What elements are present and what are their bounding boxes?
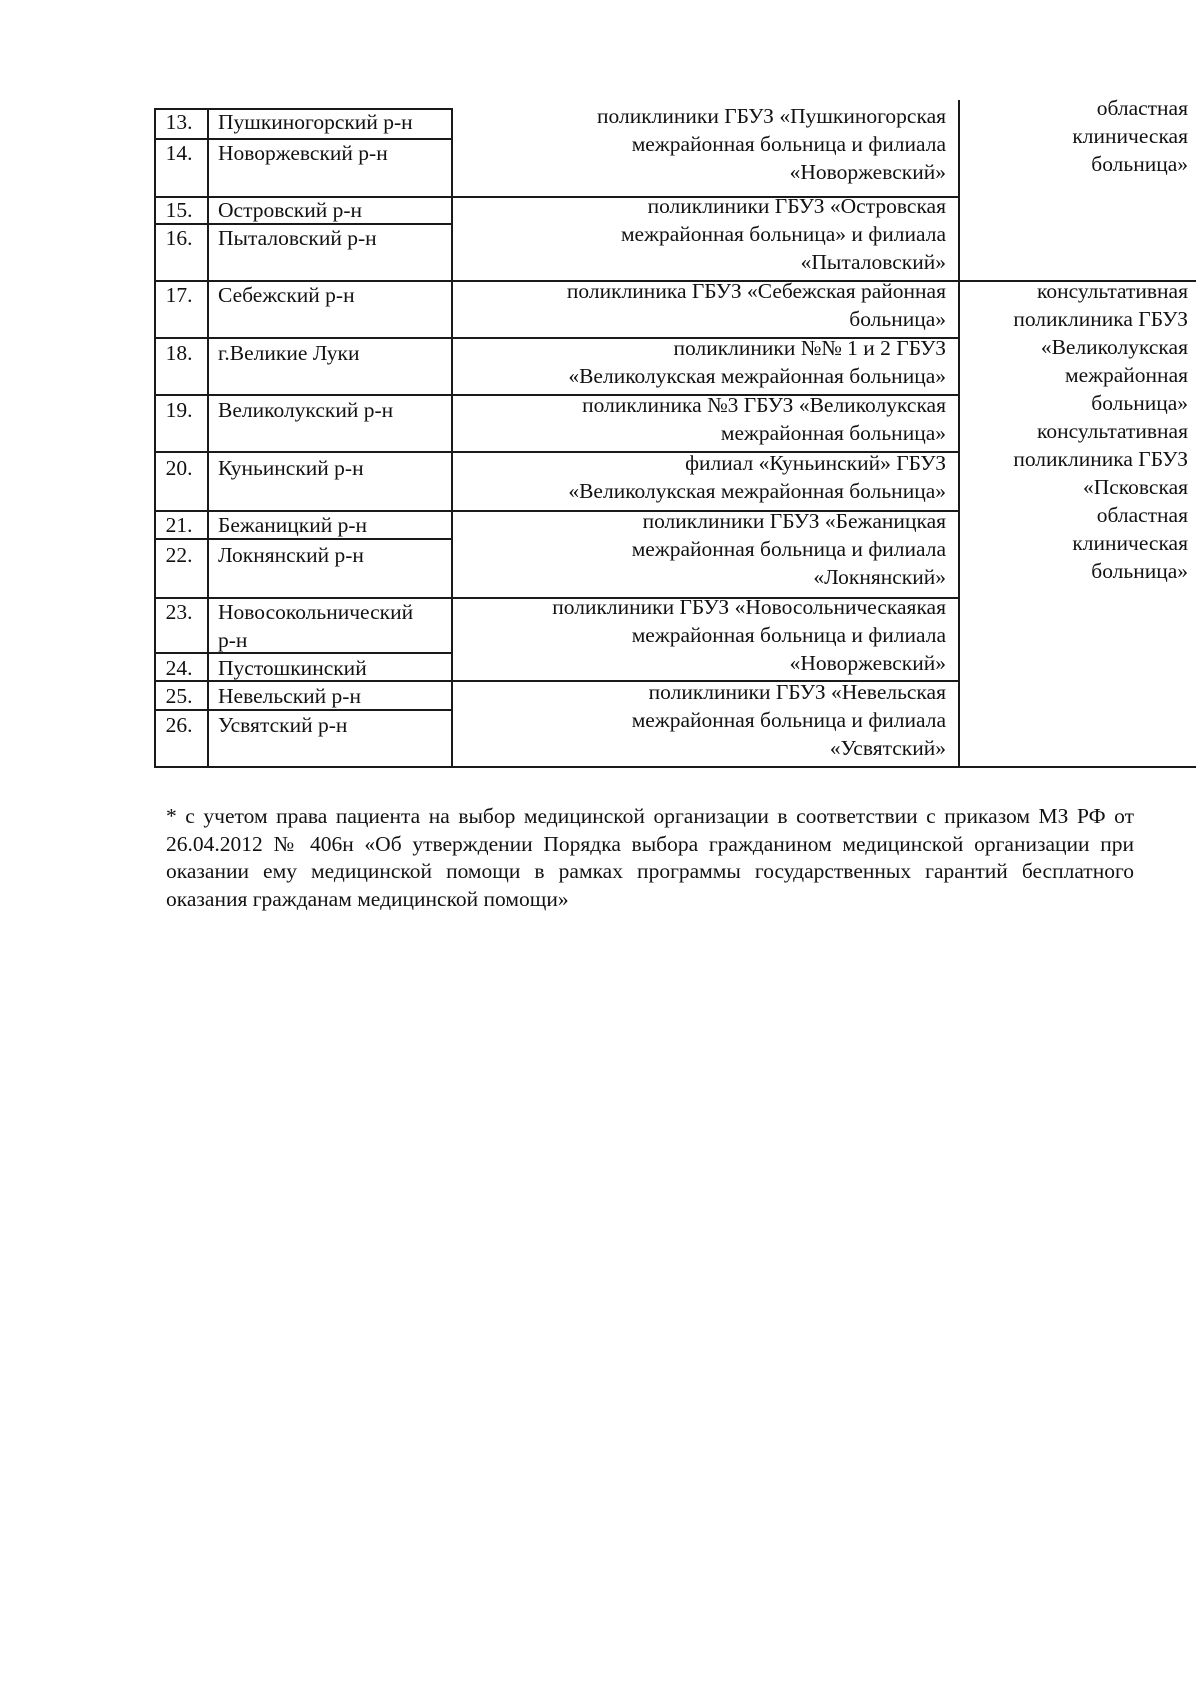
district-name: Себежский р-н (218, 283, 355, 307)
clinic-text: «Локнянский» (813, 565, 946, 589)
footnote: * с учетом права пациента на выбор медицинской организации в соответствии с приказом МЗ РФ от 26.04.2012 № 406н «Об утверждении Порядка выбора гражданином медицинской организации при оказании ему медицинской помощи в рамках программы государственных гарантий бесплатного оказания гражданам медицинской помощи» (166, 804, 1134, 911)
clinic-text: больница» (849, 307, 946, 331)
clinic-text: поликлиники ГБУЗ «Островская (647, 194, 946, 218)
clinic-text: «Великолукская межрайонная больница» (568, 479, 946, 503)
consult-text: больница» (1091, 559, 1188, 583)
consult-text: «Псковская (1082, 475, 1188, 499)
clinic-text: «Новоржевский» (789, 651, 946, 675)
consult-text: больница» (1091, 152, 1188, 176)
district-name: Островский р-н (218, 198, 363, 222)
row-number: 22. (165, 543, 193, 567)
row-number: 20. (165, 456, 193, 480)
clinic-text: филиал «Куньинский» ГБУЗ (685, 451, 946, 475)
district-name: Пыталовский р-н (218, 226, 377, 250)
consult-text: клиническая (1072, 124, 1188, 148)
row-number: 19. (165, 398, 193, 422)
consult-text: поликлиника ГБУЗ (1013, 307, 1188, 331)
consult-text: клиническая (1072, 531, 1188, 555)
clinic-text: межрайонная больница» и филиала (620, 222, 946, 246)
district-name: Новоржевский р-н (218, 141, 388, 165)
row-number: 24. (165, 656, 193, 680)
clinic-text: межрайонная больница и филиала (631, 708, 946, 732)
consult-text: консультативная (1036, 279, 1188, 303)
row-number: 21. (165, 513, 193, 537)
district-name: Куньинский р-н (218, 456, 364, 480)
clinic-text: поликлиники ГБУЗ «Пушкиногорская (597, 104, 946, 128)
row-number: 25. (165, 684, 193, 708)
district-name: г.Великие Луки (218, 341, 360, 365)
clinic-text: поликлиники №№ 1 и 2 ГБУЗ (673, 336, 946, 360)
district-name: Пушкиногорский р-н (218, 110, 413, 134)
row-number: 26. (165, 713, 193, 737)
district-name: Усвятский р-н (218, 713, 348, 737)
district-name: Великолукский р-н (218, 398, 394, 422)
row-number: 18. (165, 341, 193, 365)
clinic-text: межрайонная больница и филиала (631, 537, 946, 561)
clinic-text: «Пыталовский» (800, 250, 946, 274)
clinic-text: межрайонная больница» (720, 421, 946, 445)
clinic-text: «Новоржевский» (789, 160, 946, 184)
row-number: 23. (165, 600, 193, 624)
clinic-text: межрайонная больница и филиала (631, 132, 946, 156)
clinic-text: межрайонная больница и филиала (631, 623, 946, 647)
row-number: 17. (165, 283, 193, 307)
district-name: Невельский р-н (218, 684, 361, 708)
row-number: 16. (165, 226, 193, 250)
row-number: 15. (165, 198, 193, 222)
clinic-text: «Великолукская межрайонная больница» (568, 364, 946, 388)
table-divider-num (207, 108, 209, 767)
clinic-text: поликлиники ГБУЗ «Бежаницкая (642, 509, 946, 533)
consult-text: «Великолукская (1040, 335, 1188, 359)
district-name: Локнянский р-н (218, 543, 364, 567)
row-line (154, 766, 1196, 768)
consult-text: больница» (1091, 391, 1188, 415)
district-name: Пустошкинский (218, 656, 367, 680)
clinic-text: поликлиника ГБУЗ «Себежская районная (566, 279, 946, 303)
consult-text: консультативная (1036, 419, 1188, 443)
consult-text: областная (1096, 96, 1188, 120)
clinic-text: «Усвятский» (829, 736, 946, 760)
clinic-text: поликлиники ГБУЗ «Невельская (648, 680, 946, 704)
table-divider-district (451, 108, 453, 767)
consult-text: областная (1096, 503, 1188, 527)
district-name: Бежаницкий р-н (218, 513, 368, 537)
consult-text: поликлиника ГБУЗ (1013, 447, 1188, 471)
district-name: р-н (218, 628, 248, 652)
clinic-text: поликлиники ГБУЗ «Новосольническаякая (552, 595, 946, 619)
clinic-text: поликлиника №3 ГБУЗ «Великолукская (582, 393, 946, 417)
table-divider-clinic (958, 100, 960, 767)
row-number: 13. (165, 110, 193, 134)
consult-text: межрайонная (1065, 363, 1188, 387)
district-name: Новосокольнический (218, 600, 414, 624)
row-line (154, 652, 451, 654)
row-number: 14. (165, 141, 193, 165)
